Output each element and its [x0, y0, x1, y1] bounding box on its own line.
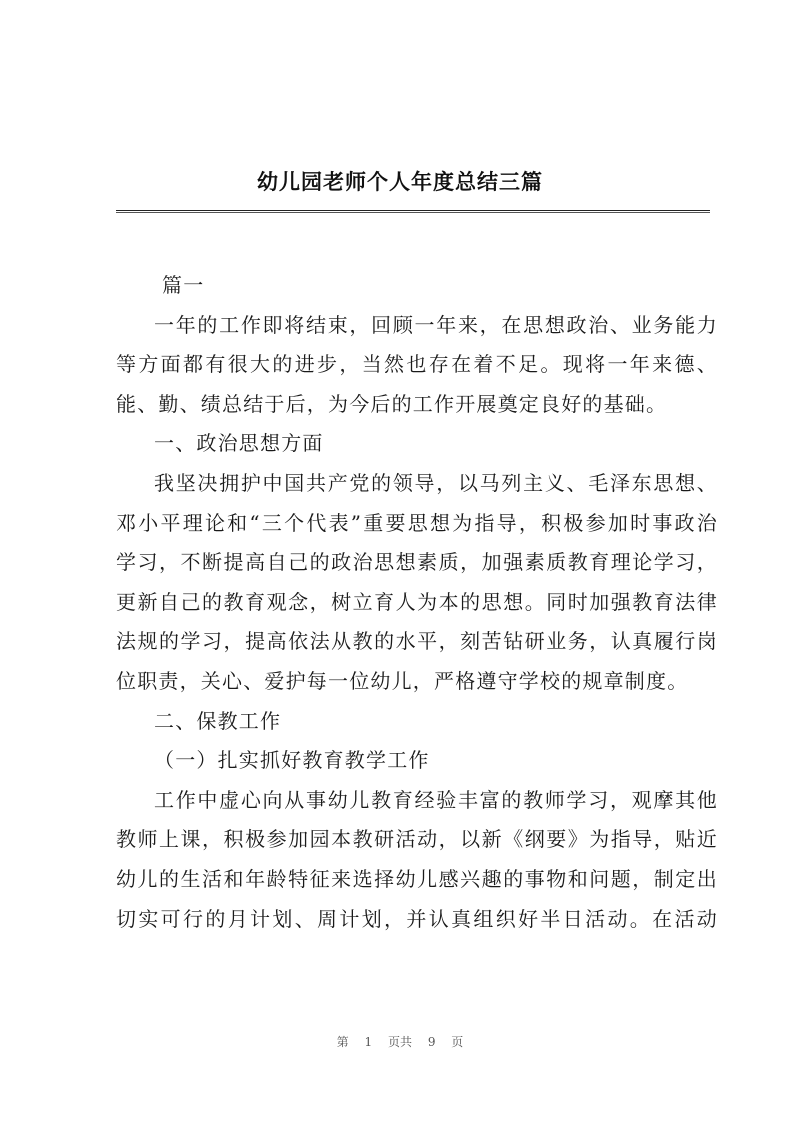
- footer-prefix: 第: [336, 1035, 349, 1049]
- paragraph-line: 更新自己的教育观念，树立育人为本的思想。同时加强教育法律: [116, 589, 718, 614]
- paragraph-line: 工作中虚心向从事幼儿教育经验丰富的教师学习，观摩其他: [154, 787, 718, 812]
- paragraph-line: 切实可行的月计划、周计划，并认真组织好半日活动。在活动: [116, 906, 718, 931]
- paragraph-line: 邓小平理论和“三个代表”重要思想为指导，积极参加时事政治: [116, 510, 718, 535]
- paragraph-line: 我坚决拥护中国共产党的领导，以马列主义、毛泽东思想、: [154, 470, 718, 495]
- title-underline: [116, 210, 710, 211]
- footer-middle: 页共: [387, 1035, 412, 1049]
- document-title: 幼儿园老师个人年度总结三篇: [257, 170, 543, 194]
- section-heading-part-one: 篇一: [162, 273, 205, 297]
- paragraph-line: 学习，不断提高自己的政治思想素质，加强素质教育理论学习，: [116, 550, 718, 575]
- document-body: [116, 266, 718, 939]
- paragraph-line: 等方面都有很大的进步，当然也存在着不足。现将一年来德、: [116, 352, 718, 377]
- paragraph-line: 幼儿的生活和年龄特征来选择幼儿感兴趣的事物和问题，制定出: [116, 866, 718, 891]
- paragraph-line: 法规的学习，提高依法从教的水平，刻苦钻研业务，认真履行岗: [116, 629, 718, 654]
- page-footer: [0, 1033, 800, 1050]
- paragraph-line: 一年的工作即将结束，回顾一年来，在思想政治、业务能力: [154, 312, 718, 337]
- footer-suffix: 页: [451, 1035, 464, 1049]
- paragraph-line: 教师上课，积极参加园本教研活动，以新《纲要》为指导，贴近: [116, 827, 718, 852]
- paragraph-line: 位职责，关心、爱护每一位幼儿，严格遵守学校的规章制度。: [116, 668, 689, 693]
- footer-total-pages: 9: [427, 1035, 436, 1049]
- section-heading-politics: 一、政治思想方面: [154, 431, 324, 456]
- subsection-heading-teaching-work: （一）扎实抓好教育教学工作: [154, 748, 430, 773]
- paragraph-line: 能、勤、绩总结于后，为今后的工作开展奠定良好的基础。: [116, 391, 668, 416]
- section-heading-teaching: 二、保教工作: [154, 708, 282, 733]
- footer-page-number: 1: [364, 1035, 373, 1049]
